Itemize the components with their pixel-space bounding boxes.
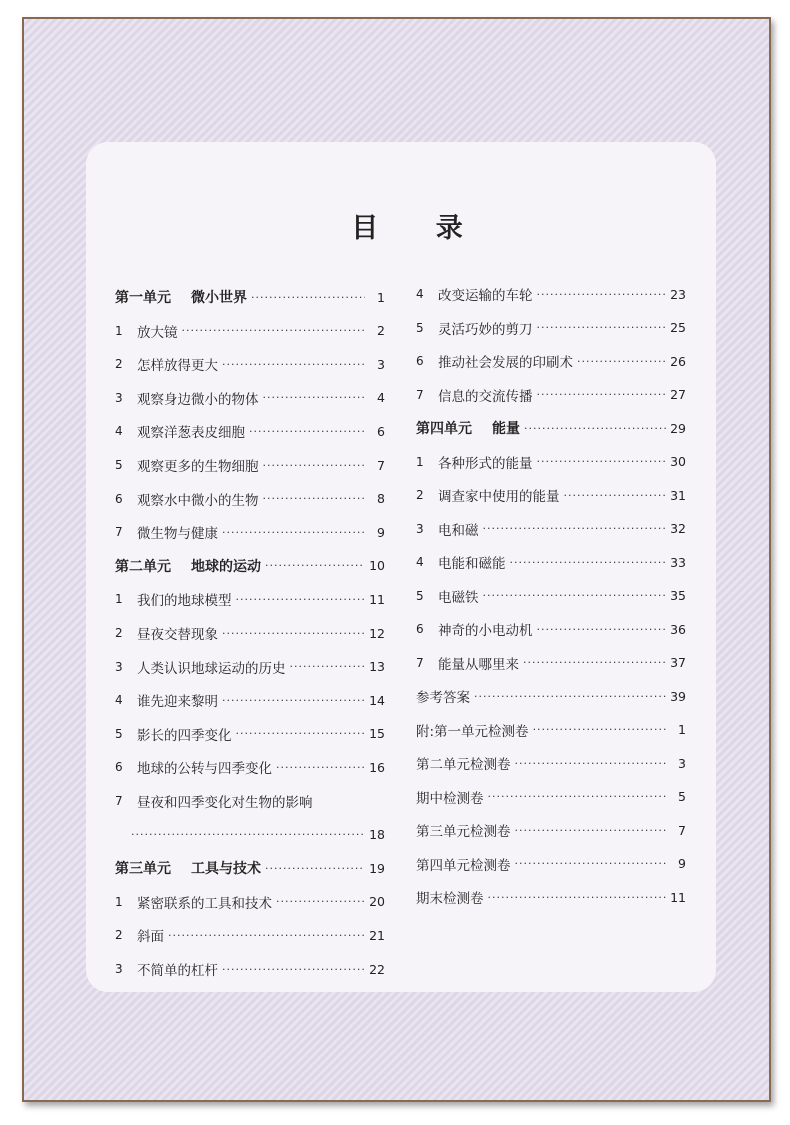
- entry-number: 4: [115, 424, 123, 439]
- entry-title: 期中检测卷: [416, 790, 484, 807]
- entry-title: 怎样放得更大: [137, 358, 218, 375]
- entry-number: 6: [115, 760, 123, 775]
- page-number: 16: [369, 759, 385, 775]
- page-number: 14: [369, 692, 385, 708]
- entry-title: 神奇的小电动机: [438, 623, 533, 639]
- unit-title: [115, 287, 247, 307]
- entry-title: 灵活巧妙的剪刀: [438, 321, 533, 338]
- toc-entry: [416, 653, 686, 673]
- page-number: 18: [369, 827, 385, 843]
- leader-dots: [524, 422, 666, 435]
- entry-title: 能量从哪里来: [438, 656, 519, 673]
- leader-dots: [168, 929, 365, 942]
- entry-number: 3: [115, 659, 123, 674]
- entry-number: 6: [416, 622, 424, 636]
- toc-entry: [416, 284, 686, 304]
- leader-dots: [564, 489, 667, 502]
- leader-dots: [290, 660, 366, 673]
- toc-entry: [115, 522, 385, 542]
- toc-entry: [416, 619, 686, 639]
- entry-title: 信息的交流传播: [438, 388, 533, 405]
- toc-entry: [115, 657, 385, 677]
- page-number: 9: [377, 524, 385, 540]
- entry-number: 7: [115, 525, 123, 540]
- page-number: 22: [369, 961, 385, 977]
- entry-number: 7: [416, 655, 424, 670]
- page-number: 36: [670, 621, 686, 637]
- entry-title: 斜面: [137, 929, 164, 946]
- leader-dots: [276, 761, 365, 774]
- entry-title: 第二单元检测卷: [416, 757, 511, 773]
- unit-label: 第二单元: [115, 558, 171, 575]
- page-number: 39: [670, 688, 686, 704]
- entry-title: 影长的四季变化: [137, 727, 232, 744]
- entry-number: 1: [416, 454, 424, 469]
- leader-dots: [263, 459, 366, 472]
- page-number: 1: [377, 289, 385, 305]
- entry-title: 附:第一单元检测卷: [416, 723, 529, 740]
- page-number: 4: [377, 390, 385, 406]
- leader-dots: [523, 656, 666, 669]
- leader-dots: [236, 593, 366, 606]
- toc-entry: [115, 354, 385, 374]
- leader-dots: [263, 391, 366, 404]
- leader-dots: [249, 425, 365, 438]
- toc-entry: [416, 318, 686, 338]
- page-number: 3: [377, 356, 385, 372]
- unit-name: 能量: [492, 421, 520, 437]
- page-number: 15: [369, 726, 385, 742]
- entry-title: 地球的公转与四季变化: [137, 761, 272, 778]
- page-number: 13: [369, 659, 385, 675]
- entry-title: 不简单的杠杆: [137, 963, 218, 979]
- entry-title: 观察身边微小的物体: [137, 391, 259, 408]
- entry-title: 电能和磁能: [438, 556, 506, 572]
- page-number: 5: [678, 789, 686, 804]
- leader-dots: [510, 556, 667, 569]
- entry-title: 昼夜和四季变化对生物的影响: [137, 795, 313, 811]
- toc-entry: [416, 720, 686, 740]
- toc-entry: [115, 623, 385, 643]
- entry-title: 期末检测卷: [416, 891, 484, 907]
- toc-entry: [115, 791, 385, 811]
- leader-dots: [515, 757, 667, 770]
- unit-name: 工具与技术: [191, 861, 261, 878]
- page-number: 1: [678, 722, 686, 737]
- entry-title: 人类认识地球运动的历史: [137, 660, 286, 677]
- entry-number: 2: [115, 928, 123, 943]
- leader-dots: [222, 694, 365, 707]
- toc-entry: [416, 452, 686, 472]
- toc-entry: [115, 455, 385, 475]
- leader-dots: [537, 455, 667, 468]
- toc-entry: [416, 485, 686, 505]
- page-number: 2: [377, 323, 385, 339]
- leader-dots: [515, 824, 667, 837]
- leader-dots: [488, 790, 667, 803]
- entry-title: 电和磁: [438, 522, 479, 539]
- page-number: 33: [670, 554, 686, 570]
- entry-title: 昼夜交替现象: [137, 627, 218, 643]
- background-decoration: [150, 90, 172, 113]
- toc-entry: [416, 753, 686, 773]
- entry-number: 5: [416, 320, 424, 335]
- unit-title: [416, 418, 520, 438]
- leader-dots: [515, 857, 667, 870]
- toc-entry: [416, 385, 686, 405]
- entry-number: 3: [416, 521, 424, 536]
- entry-number: 5: [115, 726, 123, 741]
- entry-title: 观察洋葱表皮细胞: [137, 425, 245, 442]
- toc-entry: [115, 321, 385, 341]
- entry-number: 1: [115, 592, 123, 607]
- entry-number: 5: [416, 588, 424, 603]
- leader-dots: [488, 891, 667, 904]
- entry-title: 微生物与健康: [137, 526, 218, 543]
- entry-number: 3: [115, 962, 123, 976]
- page-number: 23: [670, 286, 686, 302]
- leader-dots: [483, 589, 667, 602]
- entry-number: 7: [416, 387, 424, 402]
- toc-entry: [416, 351, 686, 371]
- leader-dots: [263, 492, 366, 505]
- leader-dots: [537, 388, 667, 401]
- leader-dots: [222, 526, 365, 539]
- page-number: 20: [369, 894, 385, 910]
- page-title: 目 录: [351, 213, 487, 244]
- leader-dots: [577, 355, 666, 368]
- entry-title: 观察水中微小的生物: [137, 492, 259, 509]
- page-number: 12: [369, 625, 385, 641]
- leader-dots: [537, 623, 667, 636]
- unit-label: 第一单元: [115, 290, 171, 306]
- page-number: 8: [377, 491, 385, 507]
- toc-entry: [416, 787, 686, 807]
- toc-unit-entry: [416, 418, 686, 438]
- toc-entry: [115, 925, 385, 945]
- leader-dots: [265, 862, 365, 875]
- page-number: 26: [670, 353, 686, 369]
- entry-number: 2: [115, 357, 123, 372]
- page-number: 7: [678, 822, 686, 838]
- toc-entry: [115, 489, 385, 509]
- entry-number: 4: [416, 555, 424, 569]
- entry-number: 4: [416, 287, 424, 301]
- toc-entry: [115, 388, 385, 408]
- entry-number: 5: [115, 458, 123, 472]
- page-number: 7: [377, 457, 385, 473]
- unit-label: 第四单元: [416, 421, 472, 437]
- entry-title: 我们的地球模型: [137, 593, 232, 610]
- page-number: 11: [369, 591, 385, 607]
- toc-entry: [416, 820, 686, 840]
- entry-title: 参考答案: [416, 690, 470, 706]
- leader-dots: [537, 288, 667, 301]
- toc-entry: [115, 724, 385, 744]
- entry-number: 1: [115, 323, 123, 338]
- leader-dots: [474, 690, 666, 703]
- entry-title: 观察更多的生物细胞: [137, 459, 259, 475]
- page-number: 29: [670, 420, 686, 436]
- entry-title: 放大镜: [137, 324, 178, 341]
- page-number: 32: [670, 521, 686, 536]
- page-number: 21: [369, 927, 385, 943]
- entry-title: 各种形式的能量: [438, 455, 533, 472]
- page-number: 37: [670, 655, 686, 670]
- leader-dots: [265, 559, 365, 572]
- entry-number: 7: [115, 794, 123, 808]
- toc-unit-entry: [115, 858, 385, 878]
- entry-title: 调查家中使用的能量: [438, 489, 560, 505]
- leader-dots: [222, 358, 365, 371]
- leader-dots: [222, 627, 365, 640]
- entry-number: 3: [115, 390, 123, 405]
- toc-entry: [416, 854, 686, 874]
- leader-dots: [236, 727, 366, 740]
- entry-number: 6: [416, 354, 424, 368]
- leader-dots: [537, 321, 667, 334]
- page-number: 30: [670, 454, 686, 469]
- leader-dots: [222, 963, 365, 976]
- leader-dots: [276, 895, 365, 908]
- entry-title: 改变运输的车轮: [438, 288, 533, 304]
- leader-dots: [533, 723, 666, 736]
- unit-name: 微小世界: [191, 290, 247, 306]
- page-number: 35: [670, 588, 686, 603]
- unit-label: 第三单元: [115, 861, 171, 878]
- toc-entry: [115, 825, 385, 845]
- entry-number: 4: [115, 693, 123, 708]
- leader-dots: [251, 291, 365, 304]
- toc-unit-entry: [115, 287, 385, 307]
- unit-title: [115, 858, 261, 878]
- entry-title: 谁先迎来黎明: [137, 694, 218, 711]
- toc-entry: [416, 519, 686, 539]
- entry-number: 2: [115, 626, 123, 640]
- entry-title: 电磁铁: [438, 589, 479, 606]
- page-number: 27: [670, 387, 686, 402]
- leader-dots: [131, 828, 365, 841]
- toc-unit-entry: [115, 556, 385, 576]
- page-number: 31: [670, 487, 686, 503]
- entry-title: 紧密联系的工具和技术: [137, 895, 272, 912]
- entry-number: 2: [416, 488, 424, 502]
- page-number: 11: [670, 889, 686, 905]
- toc-entry: [115, 421, 385, 441]
- unit-name: 地球的运动: [191, 558, 261, 575]
- toc-entry: [416, 586, 686, 606]
- page-number: 25: [670, 320, 686, 335]
- toc-entry: [115, 589, 385, 609]
- leader-dots: [483, 522, 667, 535]
- page-number: 19: [369, 860, 385, 876]
- unit-title: [115, 556, 261, 576]
- toc-entry: [416, 686, 686, 706]
- toc-entry: [416, 552, 686, 572]
- page-number: 9: [678, 856, 686, 871]
- entry-title: 第三单元检测卷: [416, 824, 511, 840]
- entry-title: 推动社会发展的印刷术: [438, 355, 573, 371]
- toc-entry: [115, 690, 385, 710]
- entry-number: 1: [115, 894, 123, 909]
- toc-entry: [115, 757, 385, 777]
- page-number: 3: [678, 755, 686, 771]
- toc-entry: [115, 892, 385, 912]
- page-number: 6: [377, 423, 385, 439]
- page-number: 10: [369, 558, 385, 574]
- entry-number: 6: [115, 491, 123, 506]
- toc-entry: [115, 959, 385, 979]
- entry-title: 第四单元检测卷: [416, 857, 511, 874]
- leader-dots: [182, 324, 366, 337]
- toc-entry: [416, 887, 686, 907]
